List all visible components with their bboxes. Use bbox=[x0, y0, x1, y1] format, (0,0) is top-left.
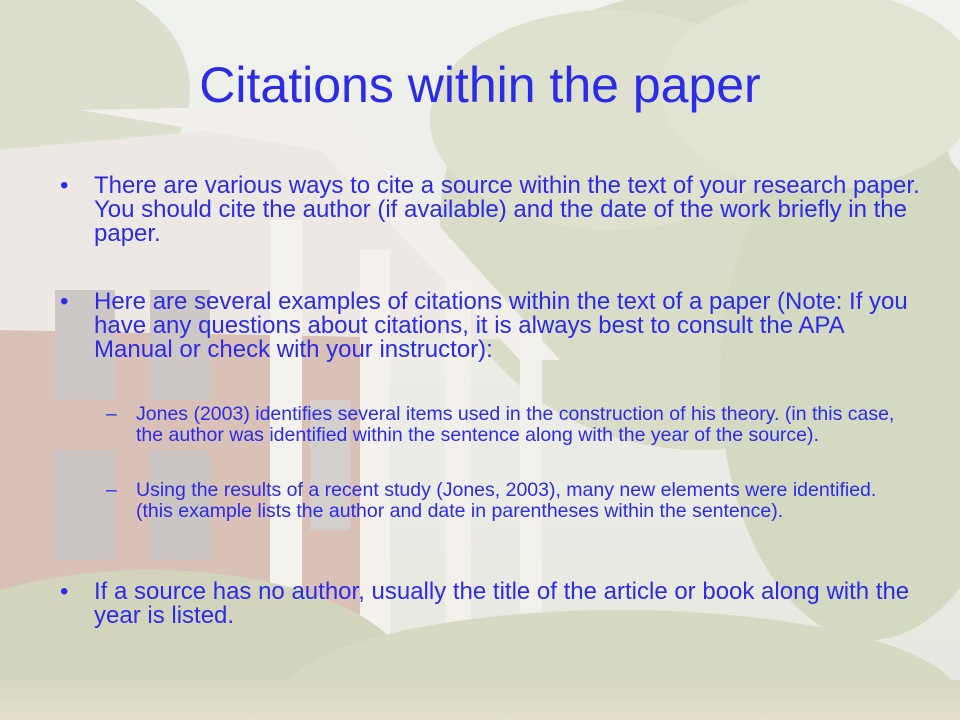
bullet-marker: • bbox=[60, 288, 69, 315]
bullet-marker: • bbox=[60, 578, 69, 605]
bullet-item bbox=[60, 290, 920, 362]
sub-bullet-marker: – bbox=[106, 403, 117, 425]
bullet-item bbox=[60, 580, 920, 628]
sub-bullet-text: Jones (2003) identifies several items used in the construction of his theory. (in this case, the author was identified within the sentence along with the year of the source). bbox=[136, 403, 895, 446]
bullet-text: If a source has no author, usually the title of the article or book along with the year is listed. bbox=[94, 578, 910, 629]
sub-bullet-marker: – bbox=[106, 479, 117, 501]
bullet-item bbox=[60, 174, 920, 246]
sub-bullet-item bbox=[106, 480, 906, 521]
bullet-text: There are various ways to cite a source within the text of your research paper. You should cite the author (if available) and the date of the work briefly in the paper. bbox=[94, 172, 920, 247]
sub-bullet-text: Using the results of a recent study (Jones, 2003), many new elements were identified. (this example lists the author and date in parentheses within the sentence). bbox=[136, 479, 877, 522]
slide-title: Citations within the paper bbox=[199, 57, 761, 113]
bullet-text: Here are several examples of citations within the text of a paper (Note: If you have any questions about citations, it is always best to consult the APA Manual or check with your instructor): bbox=[94, 288, 908, 363]
bullet-marker: • bbox=[60, 172, 69, 199]
sub-bullet-item bbox=[106, 404, 906, 445]
